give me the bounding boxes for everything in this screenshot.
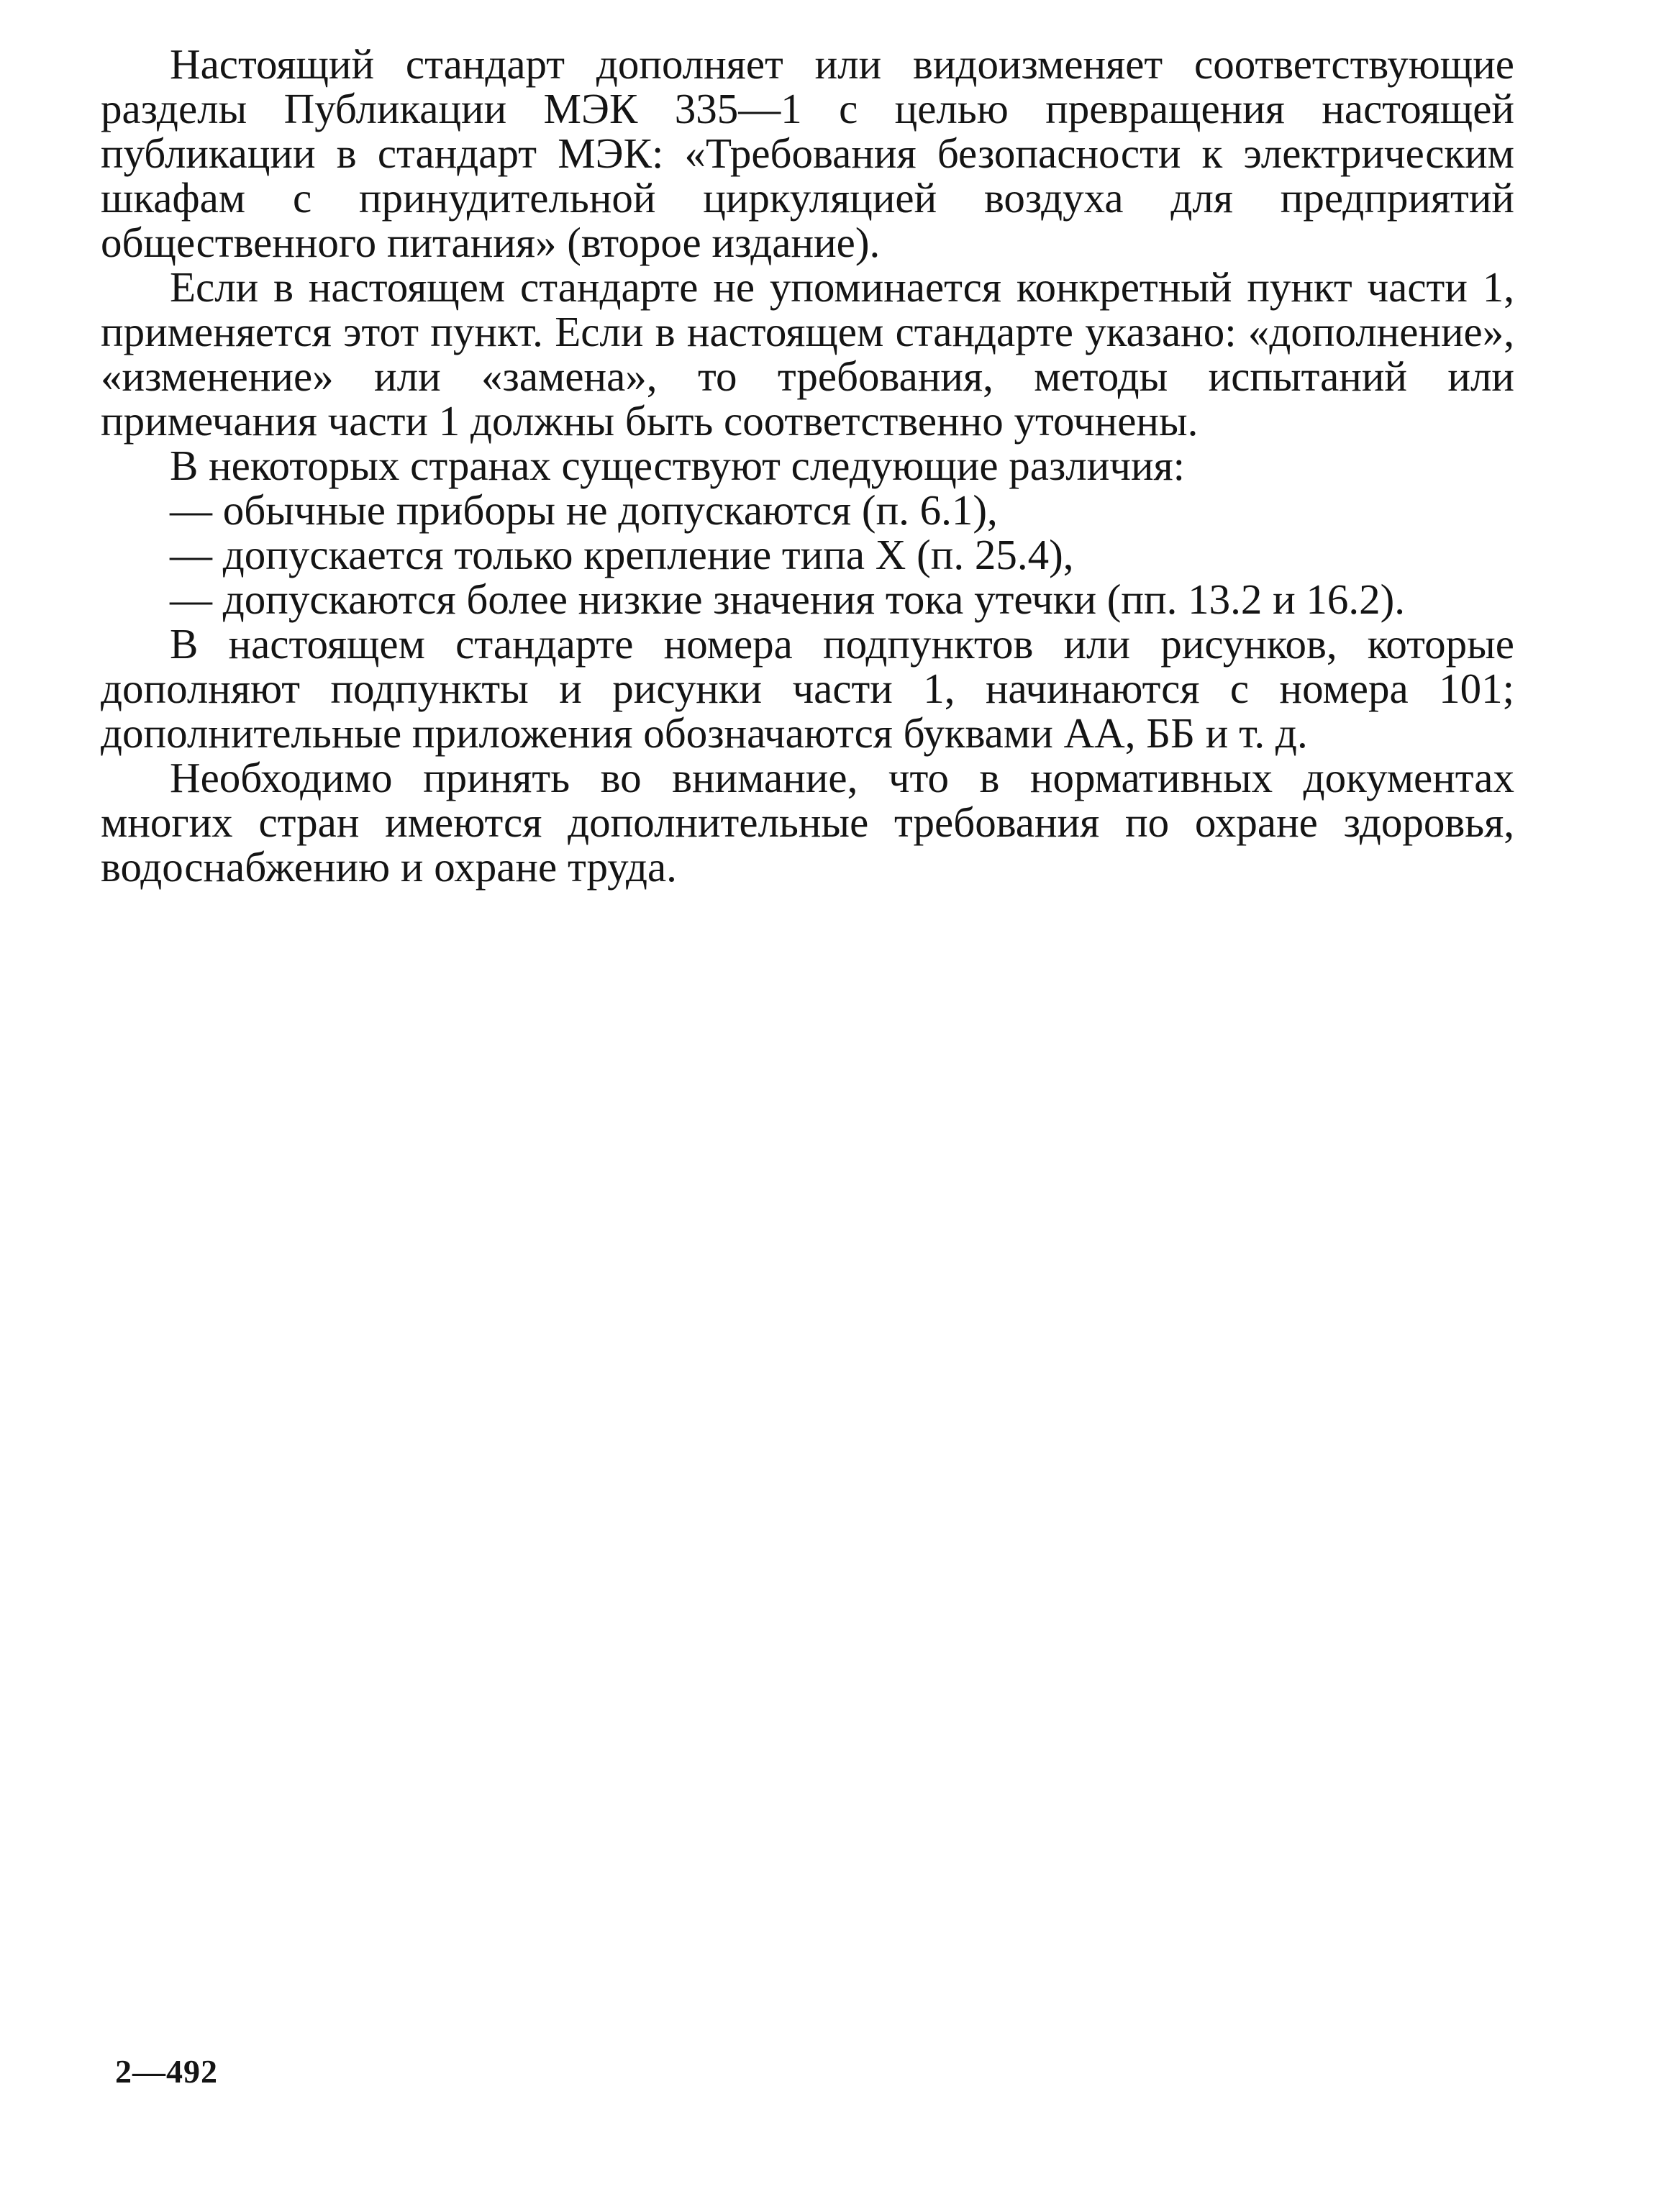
paragraph-scope: Настоящий стандарт дополняет или видоизменяет соответствующие разделы Публикации МЭК 335—1 с целью превращения настоящей публикации в стандарт МЭК: «Требования безопасности к электрическим шкафам с принудительной циркуляцией воздуха для предприятий общественного питания» (второе издание). (101, 40, 1514, 266)
difference-item: — допускаются более низкие значения тока утечки (пп. 13.2 и 16.2). (170, 575, 1406, 623)
paragraph-national-requirements: Необходимо принять во внимание, что в нормативных документах многих стран имеются дополнительные требования по охране здоровья, водоснабжению и охране труда. (101, 754, 1514, 891)
paragraph-application: Если в настоящем стандарте не упоминается конкретный пункт части 1, применяется этот пункт. Если в настоящем стандарте указано: «дополнение», «изменение» или «замена», то требования, методы испытаний или примечания части 1 должны быть соответственно уточнены. (101, 263, 1514, 445)
difference-item: — допускается только крепление типа X (п. 25.4), (170, 531, 1074, 578)
paragraph-differences-intro: В некоторых странах существуют следующие различия: (170, 442, 1186, 489)
printer-signature: 2—492 (115, 2053, 218, 2090)
paragraph-numbering: В настоящем стандарте номера подпунктов или рисунков, которые дополняют подпункты и рисунки части 1, начинаются с номера 101; дополнительные приложения обозначаются буквами АА, ББ и т. д. (101, 620, 1514, 757)
difference-item: — обычные приборы не допускаются (п. 6.1), (170, 486, 998, 534)
body-text (101, 42, 1514, 889)
